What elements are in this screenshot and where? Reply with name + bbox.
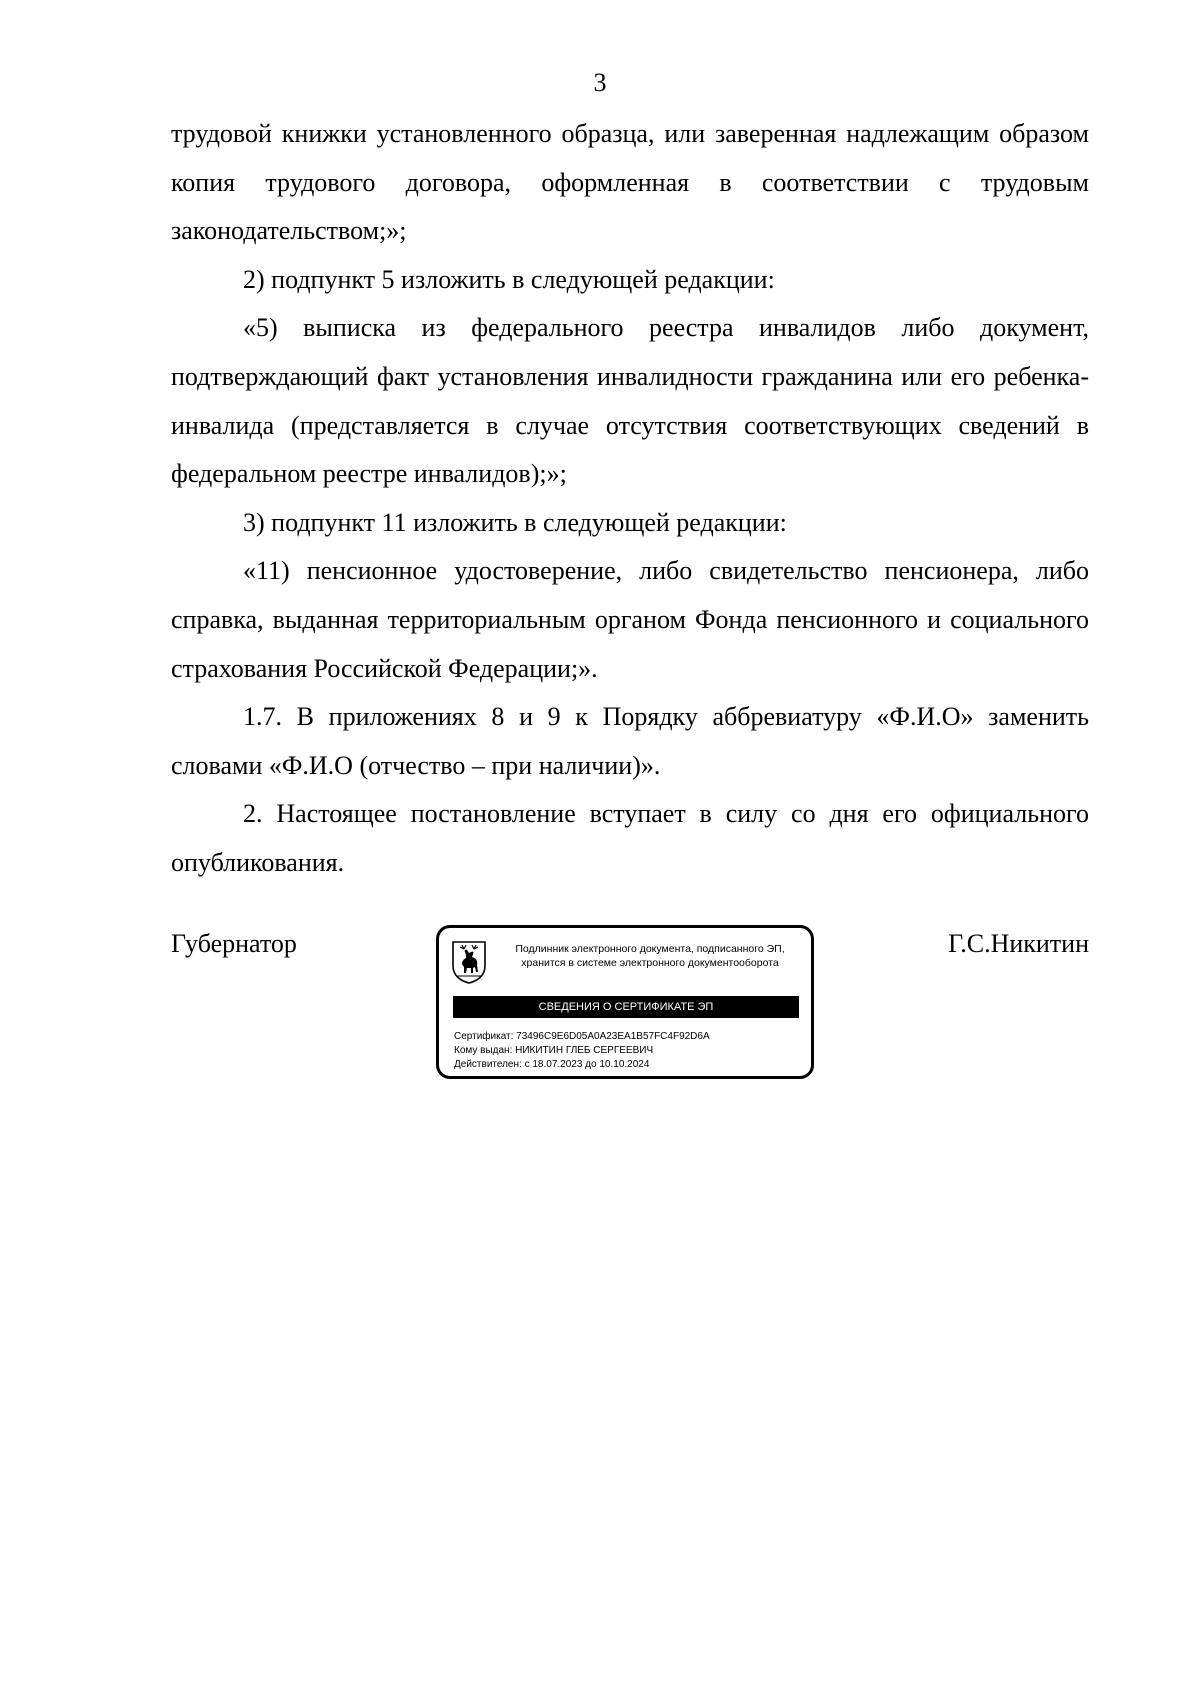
certificate-validity: Действителен: с 18.07.2023 до 10.10.2024 — [454, 1059, 650, 1070]
document-body — [171, 110, 1089, 888]
stamp-header — [495, 942, 805, 970]
paragraph-subpoint-3: 3) подпункт 11 изложить в следующей редакции: — [243, 507, 787, 537]
paragraph-subpoint-2: 2) подпункт 5 изложить в следующей редакции: — [243, 264, 775, 294]
paragraph-subpoint-11-text: «11) пенсионное удостоверение, либо свидетельство пенсионера, либо справка, выданная территориальным органом Фонда пенсионного и социального страхования Российской Федерации;». — [171, 556, 1089, 683]
certificate-details — [454, 1030, 804, 1072]
paragraph-subpoint-5-text: «5) выписка из федерального реестра инвалидов либо документ, подтверждающий факт установления инвалидности гражданина или его ребенка-инвалида (представляется в случае отсутствия соответствующих сведений в федеральном реестре инвалидов);»; — [171, 313, 1089, 489]
stamp-header-line-2: хранится в системе электронного документооборота — [521, 957, 779, 969]
paragraph-item-2: 2. Настоящее постановление вступает в силу со дня его официального опубликования. — [171, 799, 1089, 877]
paragraph-continuation: трудовой книжки установленного образца, или заверенная надлежащим образом копия трудового договора, оформленная в соответствии с трудовым законодательством;»; — [171, 119, 1089, 246]
signatory-name: Г.С.Никитин — [948, 929, 1089, 958]
page-number: 3 — [593, 68, 607, 97]
electronic-signature-stamp — [436, 925, 814, 1079]
certificate-info-title: СВЕДЕНИЯ О СЕРТИФИКАТЕ ЭП — [453, 996, 799, 1018]
stamp-header-line-1: Подлинник электронного документа, подписанного ЭП, — [515, 943, 785, 955]
certificate-serial: Сертификат: 73496C9E6D05A0A23EA1B57FC4F92D6A — [454, 1031, 710, 1042]
paragraph-item-1-7: 1.7. В приложениях 8 и 9 к Порядку аббревиатуру «Ф.И.О» заменить словами «Ф.И.О (отчество – при наличии)». — [171, 702, 1089, 780]
certificate-owner: Кому выдан: НИКИТИН ГЛЕБ СЕРГЕЕВИЧ — [454, 1045, 654, 1056]
signatory-position: Губернатор — [171, 929, 297, 958]
coat-of-arms-deer-icon — [451, 940, 487, 984]
